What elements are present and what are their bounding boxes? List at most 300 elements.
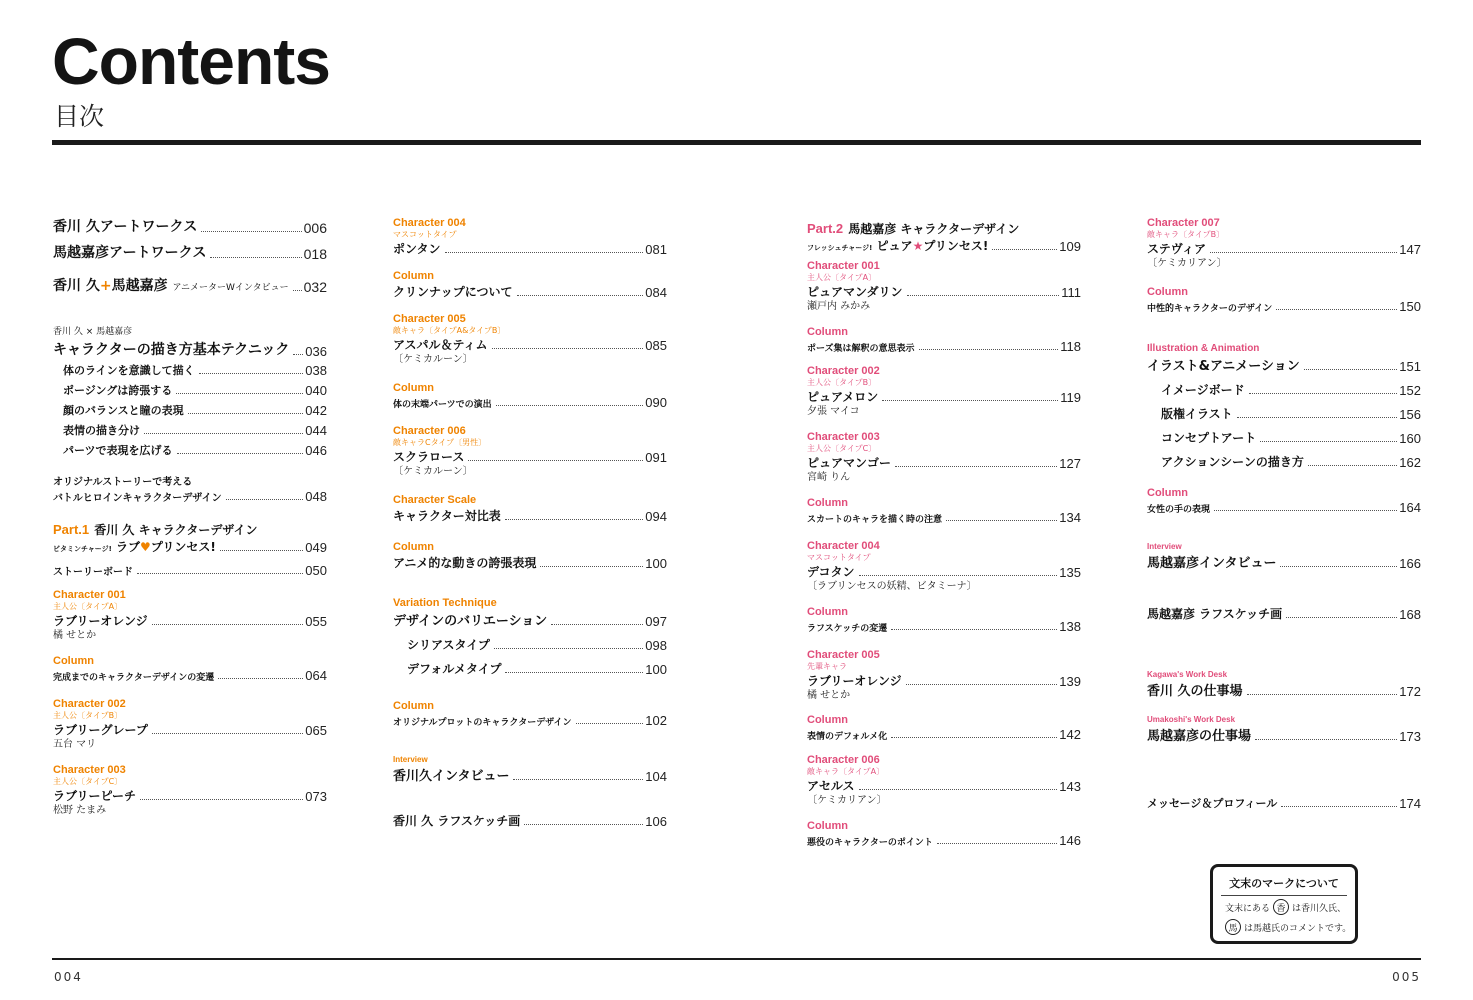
leader-dots bbox=[1260, 441, 1397, 442]
leader-dots bbox=[1308, 465, 1397, 466]
toc-entry[interactable] bbox=[53, 563, 327, 578]
entry-title bbox=[53, 275, 289, 295]
page-number: 006 bbox=[303, 220, 327, 236]
toc-entry[interactable] bbox=[807, 754, 1081, 807]
leader-dots bbox=[293, 354, 303, 355]
entry-tag: Column bbox=[807, 820, 848, 832]
part-title: 馬越嘉彦 キャラクターデザイン bbox=[848, 222, 1020, 236]
toc-entry[interactable] bbox=[53, 589, 327, 642]
entry-title: ポーズ集は解釈の意思表示 bbox=[807, 344, 915, 354]
entry-title: 馬越嘉彦 ラフスケッチ画 bbox=[1147, 607, 1283, 621]
leader-dots bbox=[551, 624, 643, 625]
page-number: 097 bbox=[645, 614, 667, 629]
leader-dots bbox=[492, 348, 644, 349]
entry-tag: Kagawa's Work Desk bbox=[1147, 670, 1228, 679]
page-number: 138 bbox=[1059, 619, 1081, 634]
entry-title: スクラロース bbox=[393, 450, 465, 464]
part-label: Part.2 bbox=[807, 221, 844, 236]
entry-title: 版権イラスト bbox=[1161, 407, 1233, 421]
page-number: 162 bbox=[1399, 455, 1421, 470]
leader-dots bbox=[907, 295, 1060, 296]
part-label: Part.1 bbox=[53, 522, 90, 537]
toc-entry[interactable] bbox=[53, 275, 327, 295]
entry-note: 主人公〔タイプA〕 bbox=[807, 273, 877, 282]
leader-dots bbox=[176, 393, 303, 394]
entry-tag: Column bbox=[807, 606, 848, 618]
page-number: 042 bbox=[305, 403, 327, 418]
legend-text: は香川久氏、 bbox=[1292, 903, 1347, 914]
toc-subentry[interactable] bbox=[63, 422, 327, 438]
entry-title: アニメ的な動きの誇張表現 bbox=[393, 556, 537, 570]
page-number: 040 bbox=[305, 383, 327, 398]
entry-tag: Character 001 bbox=[53, 589, 126, 601]
page-number: 156 bbox=[1399, 407, 1421, 422]
umakoshi-mark-icon: 馬 bbox=[1225, 919, 1241, 935]
leader-dots bbox=[919, 349, 1059, 350]
entry-title: ラブリーオレンジ bbox=[807, 674, 902, 688]
toc-entry[interactable] bbox=[1147, 217, 1421, 270]
toc-subentry[interactable] bbox=[407, 660, 667, 677]
toc-subentry[interactable] bbox=[1161, 405, 1421, 422]
leader-dots bbox=[1304, 369, 1398, 370]
toc-entry[interactable] bbox=[807, 649, 1081, 702]
entry-title: デザインのバリエーション bbox=[393, 614, 548, 629]
entry-title: バトルヒロインキャラクターデザイン bbox=[53, 493, 222, 504]
leader-dots bbox=[576, 723, 644, 724]
entry-subtitle: 夕張 マイコ bbox=[807, 406, 860, 417]
leader-dots bbox=[859, 575, 1058, 576]
page-number: 173 bbox=[1399, 729, 1421, 744]
toc-entry[interactable] bbox=[393, 313, 667, 366]
entry-tag: Umakoshi's Work Desk bbox=[1147, 715, 1236, 724]
entry-note: 主人公〔タイプC〕 bbox=[53, 777, 123, 786]
leader-dots bbox=[524, 824, 643, 825]
leader-dots bbox=[496, 405, 644, 406]
toc-entry[interactable] bbox=[1147, 342, 1421, 374]
page-number: 104 bbox=[645, 769, 667, 784]
page-number: 085 bbox=[645, 338, 667, 353]
page-number: 134 bbox=[1059, 510, 1081, 525]
page-number: 142 bbox=[1059, 727, 1081, 742]
heart-icon: ♥ bbox=[140, 540, 151, 554]
entry-note: 敵キャラ〔タイプB〕 bbox=[1147, 230, 1225, 239]
toc-entry[interactable] bbox=[807, 365, 1081, 418]
leader-dots bbox=[895, 466, 1057, 467]
entry-title: イメージボード bbox=[1161, 383, 1245, 397]
entry-tag: Character 001 bbox=[807, 260, 880, 272]
toc-subentry[interactable] bbox=[63, 402, 327, 418]
page-number: 146 bbox=[1059, 833, 1081, 848]
entry-title: パーツで表現を広げる bbox=[63, 444, 173, 457]
toc-entry[interactable] bbox=[1147, 286, 1421, 314]
entry-title: 完成までのキャラクターデザインの変遷 bbox=[53, 673, 215, 683]
part-heading[interactable] bbox=[807, 218, 1081, 254]
entry-tag: Column bbox=[393, 270, 434, 282]
toc-entry[interactable] bbox=[53, 242, 327, 262]
entry-tag: Character 002 bbox=[53, 698, 126, 710]
leader-dots bbox=[201, 231, 301, 232]
entry-tag: Column bbox=[53, 655, 94, 667]
entry-title: 馬越嘉彦アートワークス bbox=[53, 245, 207, 261]
entry-tag: Variation Technique bbox=[393, 597, 497, 609]
page-number: 147 bbox=[1399, 242, 1421, 257]
entry-title: ラフスケッチの変遷 bbox=[807, 624, 888, 634]
entry-tag: Character 004 bbox=[807, 540, 880, 552]
entry-tag: Character 006 bbox=[807, 754, 880, 766]
entry-title: 馬越嘉彦インタビュー bbox=[1147, 556, 1277, 571]
page-number: 109 bbox=[1059, 239, 1081, 254]
page-number: 036 bbox=[305, 344, 327, 359]
leader-dots bbox=[1281, 806, 1397, 807]
entry-subtitle: 橘 せとか bbox=[807, 690, 851, 701]
entry-title: デコタン bbox=[807, 565, 855, 579]
page-number: 143 bbox=[1059, 779, 1081, 794]
toc-subentry[interactable] bbox=[1161, 429, 1421, 446]
toc-entry[interactable] bbox=[53, 476, 327, 504]
toc-entry[interactable] bbox=[393, 382, 667, 410]
page-number: 160 bbox=[1399, 431, 1421, 446]
page-number: 150 bbox=[1399, 299, 1421, 314]
part-title: 香川 久 キャラクターデザイン bbox=[94, 523, 258, 537]
entry-note: 敵キャラCタイプ〔男性〕 bbox=[393, 438, 487, 447]
toc-subentry[interactable] bbox=[407, 636, 667, 653]
page-number: 119 bbox=[1060, 390, 1081, 405]
page-number: 081 bbox=[645, 242, 667, 257]
leader-dots bbox=[859, 789, 1058, 790]
page-number: 168 bbox=[1399, 607, 1421, 622]
toc-subentry[interactable] bbox=[1161, 453, 1421, 470]
entry-title-part: ラブ bbox=[116, 540, 141, 554]
page-number: 139 bbox=[1059, 674, 1081, 689]
entry-title-part: アニメーターWインタビュー bbox=[172, 283, 289, 293]
page-number: 118 bbox=[1060, 339, 1081, 354]
leader-dots bbox=[210, 257, 301, 258]
page-number: 048 bbox=[305, 489, 327, 504]
page-number: 084 bbox=[645, 285, 667, 300]
page-number: 098 bbox=[645, 638, 667, 653]
leader-dots bbox=[152, 624, 304, 625]
entry-tag: Character Scale bbox=[393, 494, 477, 506]
entry-note: 先輩キャラ bbox=[807, 662, 847, 671]
leader-dots bbox=[937, 843, 1057, 844]
page-number: 106 bbox=[645, 814, 667, 829]
leader-dots bbox=[140, 799, 303, 800]
toc-subentry[interactable] bbox=[63, 382, 327, 398]
page-number: 049 bbox=[305, 540, 327, 555]
leader-dots bbox=[218, 678, 303, 679]
toc-entry[interactable] bbox=[53, 326, 327, 359]
toc-entry[interactable] bbox=[393, 270, 667, 300]
entry-tag: Column bbox=[1147, 487, 1188, 499]
page-number: 135 bbox=[1059, 565, 1081, 580]
toc-entry[interactable] bbox=[807, 431, 1081, 484]
leader-dots bbox=[188, 413, 304, 414]
entry-note: マスコットタイプ bbox=[393, 230, 457, 239]
toc-entry[interactable] bbox=[807, 714, 1081, 742]
footer-rule bbox=[52, 958, 1421, 960]
entry-note: 敵キャラ〔タイプA&タイプB〕 bbox=[393, 326, 506, 335]
entry-tag: Interview bbox=[1147, 542, 1182, 551]
kagawa-mark-icon: 香 bbox=[1273, 899, 1289, 915]
entry-subtitle: 〔ケミカルーン〕 bbox=[393, 466, 473, 477]
leader-dots bbox=[891, 737, 1057, 738]
toc-entry[interactable] bbox=[393, 755, 667, 784]
page-number: 038 bbox=[305, 363, 327, 378]
entry-title: 体のラインを意識して描く bbox=[63, 364, 195, 377]
leader-dots bbox=[891, 629, 1057, 630]
leader-dots bbox=[293, 290, 302, 291]
toc-entry[interactable] bbox=[1147, 795, 1421, 811]
entry-title: コンセプトアート bbox=[1161, 431, 1257, 445]
entry-tag: Column bbox=[807, 497, 848, 509]
page-number: 172 bbox=[1399, 684, 1421, 699]
entry-note: 敵キャラ〔タイプA〕 bbox=[807, 767, 885, 776]
entry-subtitle: 〔ラブリンセスの妖精、ビタミーナ〕 bbox=[807, 581, 977, 592]
entry-title: 香川 久 ラフスケッチ画 bbox=[393, 814, 521, 828]
part-heading[interactable] bbox=[53, 519, 327, 555]
leader-dots bbox=[906, 684, 1058, 685]
toc-entry[interactable] bbox=[807, 540, 1081, 593]
leader-dots bbox=[882, 400, 1058, 401]
entry-title: 中性的キャラクターのデザイン bbox=[1147, 304, 1273, 314]
entry-title: ピュアマンゴー bbox=[807, 456, 892, 470]
entry-title: 女性の手の表現 bbox=[1147, 505, 1211, 515]
page-number: 111 bbox=[1061, 285, 1081, 300]
leader-dots bbox=[992, 249, 1057, 250]
leader-dots bbox=[1276, 309, 1397, 310]
leader-dots bbox=[177, 453, 304, 454]
page-number: 090 bbox=[645, 395, 667, 410]
leader-dots bbox=[513, 779, 643, 780]
entry-title: 香川 久の仕事場 bbox=[1147, 684, 1243, 699]
entry-title: キャラクターの描き方基本テクニック bbox=[53, 342, 290, 358]
toc-entry[interactable] bbox=[53, 698, 327, 751]
entry-tag: Column bbox=[807, 714, 848, 726]
entry-tag: Column bbox=[807, 326, 848, 338]
leader-dots bbox=[1247, 694, 1398, 695]
entry-title: スカートのキャラを描く時の注意 bbox=[807, 515, 943, 525]
leader-dots bbox=[1255, 739, 1397, 740]
page-number: 050 bbox=[305, 563, 327, 578]
leader-dots bbox=[152, 733, 303, 734]
toc-entry[interactable] bbox=[1147, 487, 1421, 515]
entry-title: ポンタン bbox=[393, 242, 441, 256]
entry-title: 香川久インタビュー bbox=[393, 769, 510, 784]
entry-title: 香川 久アートワークス bbox=[53, 219, 198, 235]
page-number: 044 bbox=[305, 423, 327, 438]
leader-dots bbox=[1210, 252, 1397, 253]
entry-title: ピュアマンダリン bbox=[807, 285, 903, 299]
entry-title: ステヴィア bbox=[1147, 242, 1207, 256]
toc-entry[interactable] bbox=[807, 820, 1081, 848]
entry-title-part: 香川 久 bbox=[53, 278, 100, 294]
leader-dots bbox=[1286, 617, 1397, 618]
entry-tag: Character 005 bbox=[393, 313, 466, 325]
entry-title: 馬越嘉彦の仕事場 bbox=[1147, 729, 1252, 744]
entry-tag: Illustration & Animation bbox=[1147, 343, 1260, 354]
page-number: 151 bbox=[1399, 359, 1421, 374]
toc-entry[interactable] bbox=[53, 764, 327, 817]
leader-dots bbox=[1249, 393, 1398, 394]
leader-dots bbox=[468, 460, 643, 461]
entry-tag: Character 003 bbox=[53, 764, 126, 776]
toc-entry[interactable] bbox=[393, 812, 667, 829]
page-subtitle: 目次 bbox=[54, 102, 105, 131]
entry-title-part: ピュア bbox=[876, 239, 913, 253]
entry-tag: Character 006 bbox=[393, 425, 466, 437]
entry-note: 主人公〔タイプA〕 bbox=[53, 602, 123, 611]
star-icon: ★ bbox=[912, 239, 924, 253]
leader-dots bbox=[445, 252, 644, 253]
toc-subentry[interactable] bbox=[63, 362, 327, 378]
entry-title: アセルス bbox=[807, 779, 855, 793]
legend-title: 文末のマークについて bbox=[1221, 875, 1347, 896]
toc-entry[interactable] bbox=[807, 497, 1081, 525]
page-number: 152 bbox=[1399, 383, 1421, 398]
page-number: 164 bbox=[1399, 500, 1421, 515]
entry-title: クリンナップについて bbox=[393, 285, 513, 299]
entry-note: 主人公〔タイプC〕 bbox=[807, 444, 877, 453]
entry-title: 表情のデフォルメ化 bbox=[807, 732, 888, 742]
legend-line-2 bbox=[1225, 919, 1351, 935]
toc-entry[interactable] bbox=[393, 494, 667, 524]
entry-title: ラブリーピーチ bbox=[53, 789, 137, 803]
header-rule bbox=[52, 140, 1421, 145]
page-number: 094 bbox=[645, 509, 667, 524]
page-number: 065 bbox=[305, 723, 327, 738]
page-number: 102 bbox=[645, 713, 667, 728]
toc-subentry[interactable] bbox=[1161, 381, 1421, 398]
page-number: 018 bbox=[303, 246, 327, 262]
entry-title: デフォルメタイプ bbox=[407, 662, 502, 676]
toc-entry[interactable] bbox=[53, 655, 327, 683]
entry-subtitle: 五台 マリ bbox=[53, 739, 97, 750]
entry-title bbox=[53, 538, 216, 555]
entry-subtitle: 〔ケミカリアン〕 bbox=[1147, 258, 1227, 269]
leader-dots bbox=[1280, 566, 1397, 567]
leader-dots bbox=[517, 295, 644, 296]
page-number: 174 bbox=[1399, 796, 1421, 811]
page-number: 166 bbox=[1399, 556, 1421, 571]
toc-entry[interactable] bbox=[1147, 715, 1421, 744]
entry-title: ピュアメロン bbox=[807, 390, 879, 404]
entry-title: アスパル＆ティム bbox=[393, 338, 488, 352]
toc-entry[interactable] bbox=[393, 217, 667, 257]
entry-title: 顔のバランスと瞳の表現 bbox=[63, 404, 184, 417]
entry-tag: Character 004 bbox=[393, 217, 466, 229]
entry-title: キャラクター対比表 bbox=[393, 509, 501, 523]
entry-subtitle: 瀬戸内 みかみ bbox=[807, 301, 871, 312]
toc-entry[interactable] bbox=[1147, 542, 1421, 571]
entry-title-part: プリンセス! bbox=[923, 239, 989, 253]
entry-subtitle: 〔ケミカルーン〕 bbox=[393, 354, 473, 365]
legend-text: 文末にある bbox=[1225, 903, 1271, 914]
leader-dots bbox=[144, 433, 303, 434]
leader-dots bbox=[199, 373, 304, 374]
entry-title: ポージングは誇張する bbox=[63, 384, 173, 397]
toc-entry[interactable] bbox=[393, 700, 667, 728]
entry-title-part: プリンセス! bbox=[150, 540, 216, 554]
entry-title: 体の末端パーツでの演出 bbox=[393, 400, 492, 410]
entry-subtitle: 橘 せとか bbox=[53, 630, 97, 641]
mark-legend-box bbox=[1210, 864, 1358, 944]
toc-entry[interactable] bbox=[807, 260, 1081, 313]
entry-tag: Character 002 bbox=[807, 365, 880, 377]
toc-entry[interactable] bbox=[1147, 605, 1421, 622]
entry-tag: Column bbox=[393, 700, 434, 712]
leader-dots bbox=[946, 520, 1057, 521]
page-number: 073 bbox=[305, 789, 327, 804]
toc-entry[interactable] bbox=[53, 216, 327, 236]
entry-tag: Column bbox=[393, 382, 434, 394]
page-number: 032 bbox=[303, 279, 327, 295]
leader-dots bbox=[226, 499, 304, 500]
toc-entry[interactable] bbox=[393, 597, 667, 629]
toc-subentry[interactable] bbox=[63, 442, 327, 458]
entry-prefix: ビタミンチャージ! bbox=[53, 545, 112, 553]
entry-title: シリアスタイプ bbox=[407, 638, 490, 652]
page-number: 100 bbox=[645, 662, 667, 677]
page-number-right: 005 bbox=[1392, 970, 1421, 984]
entry-subtitle: 〔ケミカリアン〕 bbox=[807, 795, 887, 806]
entry-title: アクションシーンの描き方 bbox=[1161, 455, 1304, 469]
toc-entry[interactable] bbox=[393, 541, 667, 571]
legend-line-1 bbox=[1225, 899, 1346, 915]
entry-prefix: 香川 久 × 馬越嘉彦 bbox=[53, 327, 133, 337]
page-number: 100 bbox=[645, 556, 667, 571]
leader-dots bbox=[505, 672, 643, 673]
entry-tag: Character 007 bbox=[1147, 217, 1220, 229]
toc-entry[interactable] bbox=[807, 326, 1081, 354]
leader-dots bbox=[220, 550, 303, 551]
entry-tag: Character 003 bbox=[807, 431, 880, 443]
entry-title bbox=[807, 237, 988, 254]
entry-title: 表情の描き分け bbox=[63, 424, 140, 437]
entry-subtitle: 宮崎 りん bbox=[807, 472, 851, 483]
entry-title: ラブリーオレンジ bbox=[53, 614, 148, 628]
page-number: 064 bbox=[305, 668, 327, 683]
entry-tag: Character 005 bbox=[807, 649, 880, 661]
entry-note: 主人公〔タイプB〕 bbox=[53, 711, 123, 720]
page-number: 091 bbox=[645, 450, 667, 465]
entry-title-line: オリジナルストーリーで考える bbox=[53, 477, 193, 488]
entry-title-part: 馬越嘉彦 bbox=[111, 278, 168, 294]
leader-dots bbox=[540, 566, 643, 567]
legend-text: は馬越氏のコメントです。 bbox=[1244, 923, 1352, 934]
page-number-left: 004 bbox=[54, 970, 83, 984]
entry-title: ストーリーボード bbox=[53, 567, 133, 578]
leader-dots bbox=[1214, 510, 1397, 511]
entry-tag: Interview bbox=[393, 755, 428, 764]
page-title: Contents bbox=[52, 24, 330, 98]
leader-dots bbox=[505, 519, 644, 520]
entry-prefix: フレッシュチャージ! bbox=[807, 244, 873, 252]
entry-title: メッセージ＆プロフィール bbox=[1147, 797, 1278, 810]
entry-subtitle: 松野 たまみ bbox=[53, 805, 107, 816]
page-number: 127 bbox=[1059, 456, 1081, 471]
toc-entry[interactable] bbox=[807, 606, 1081, 634]
entry-note: 主人公〔タイプB〕 bbox=[807, 378, 877, 387]
entry-tag: Column bbox=[1147, 286, 1188, 298]
entry-title: ラブリーグレープ bbox=[53, 723, 148, 737]
leader-dots bbox=[1237, 417, 1398, 418]
toc-entry[interactable] bbox=[393, 425, 667, 478]
page-number: 046 bbox=[305, 443, 327, 458]
page-number: 055 bbox=[305, 614, 327, 629]
entry-note: マスコットタイプ bbox=[807, 553, 871, 562]
entry-title: イラスト&アニメーション bbox=[1147, 359, 1300, 374]
toc-entry[interactable] bbox=[1147, 670, 1421, 699]
